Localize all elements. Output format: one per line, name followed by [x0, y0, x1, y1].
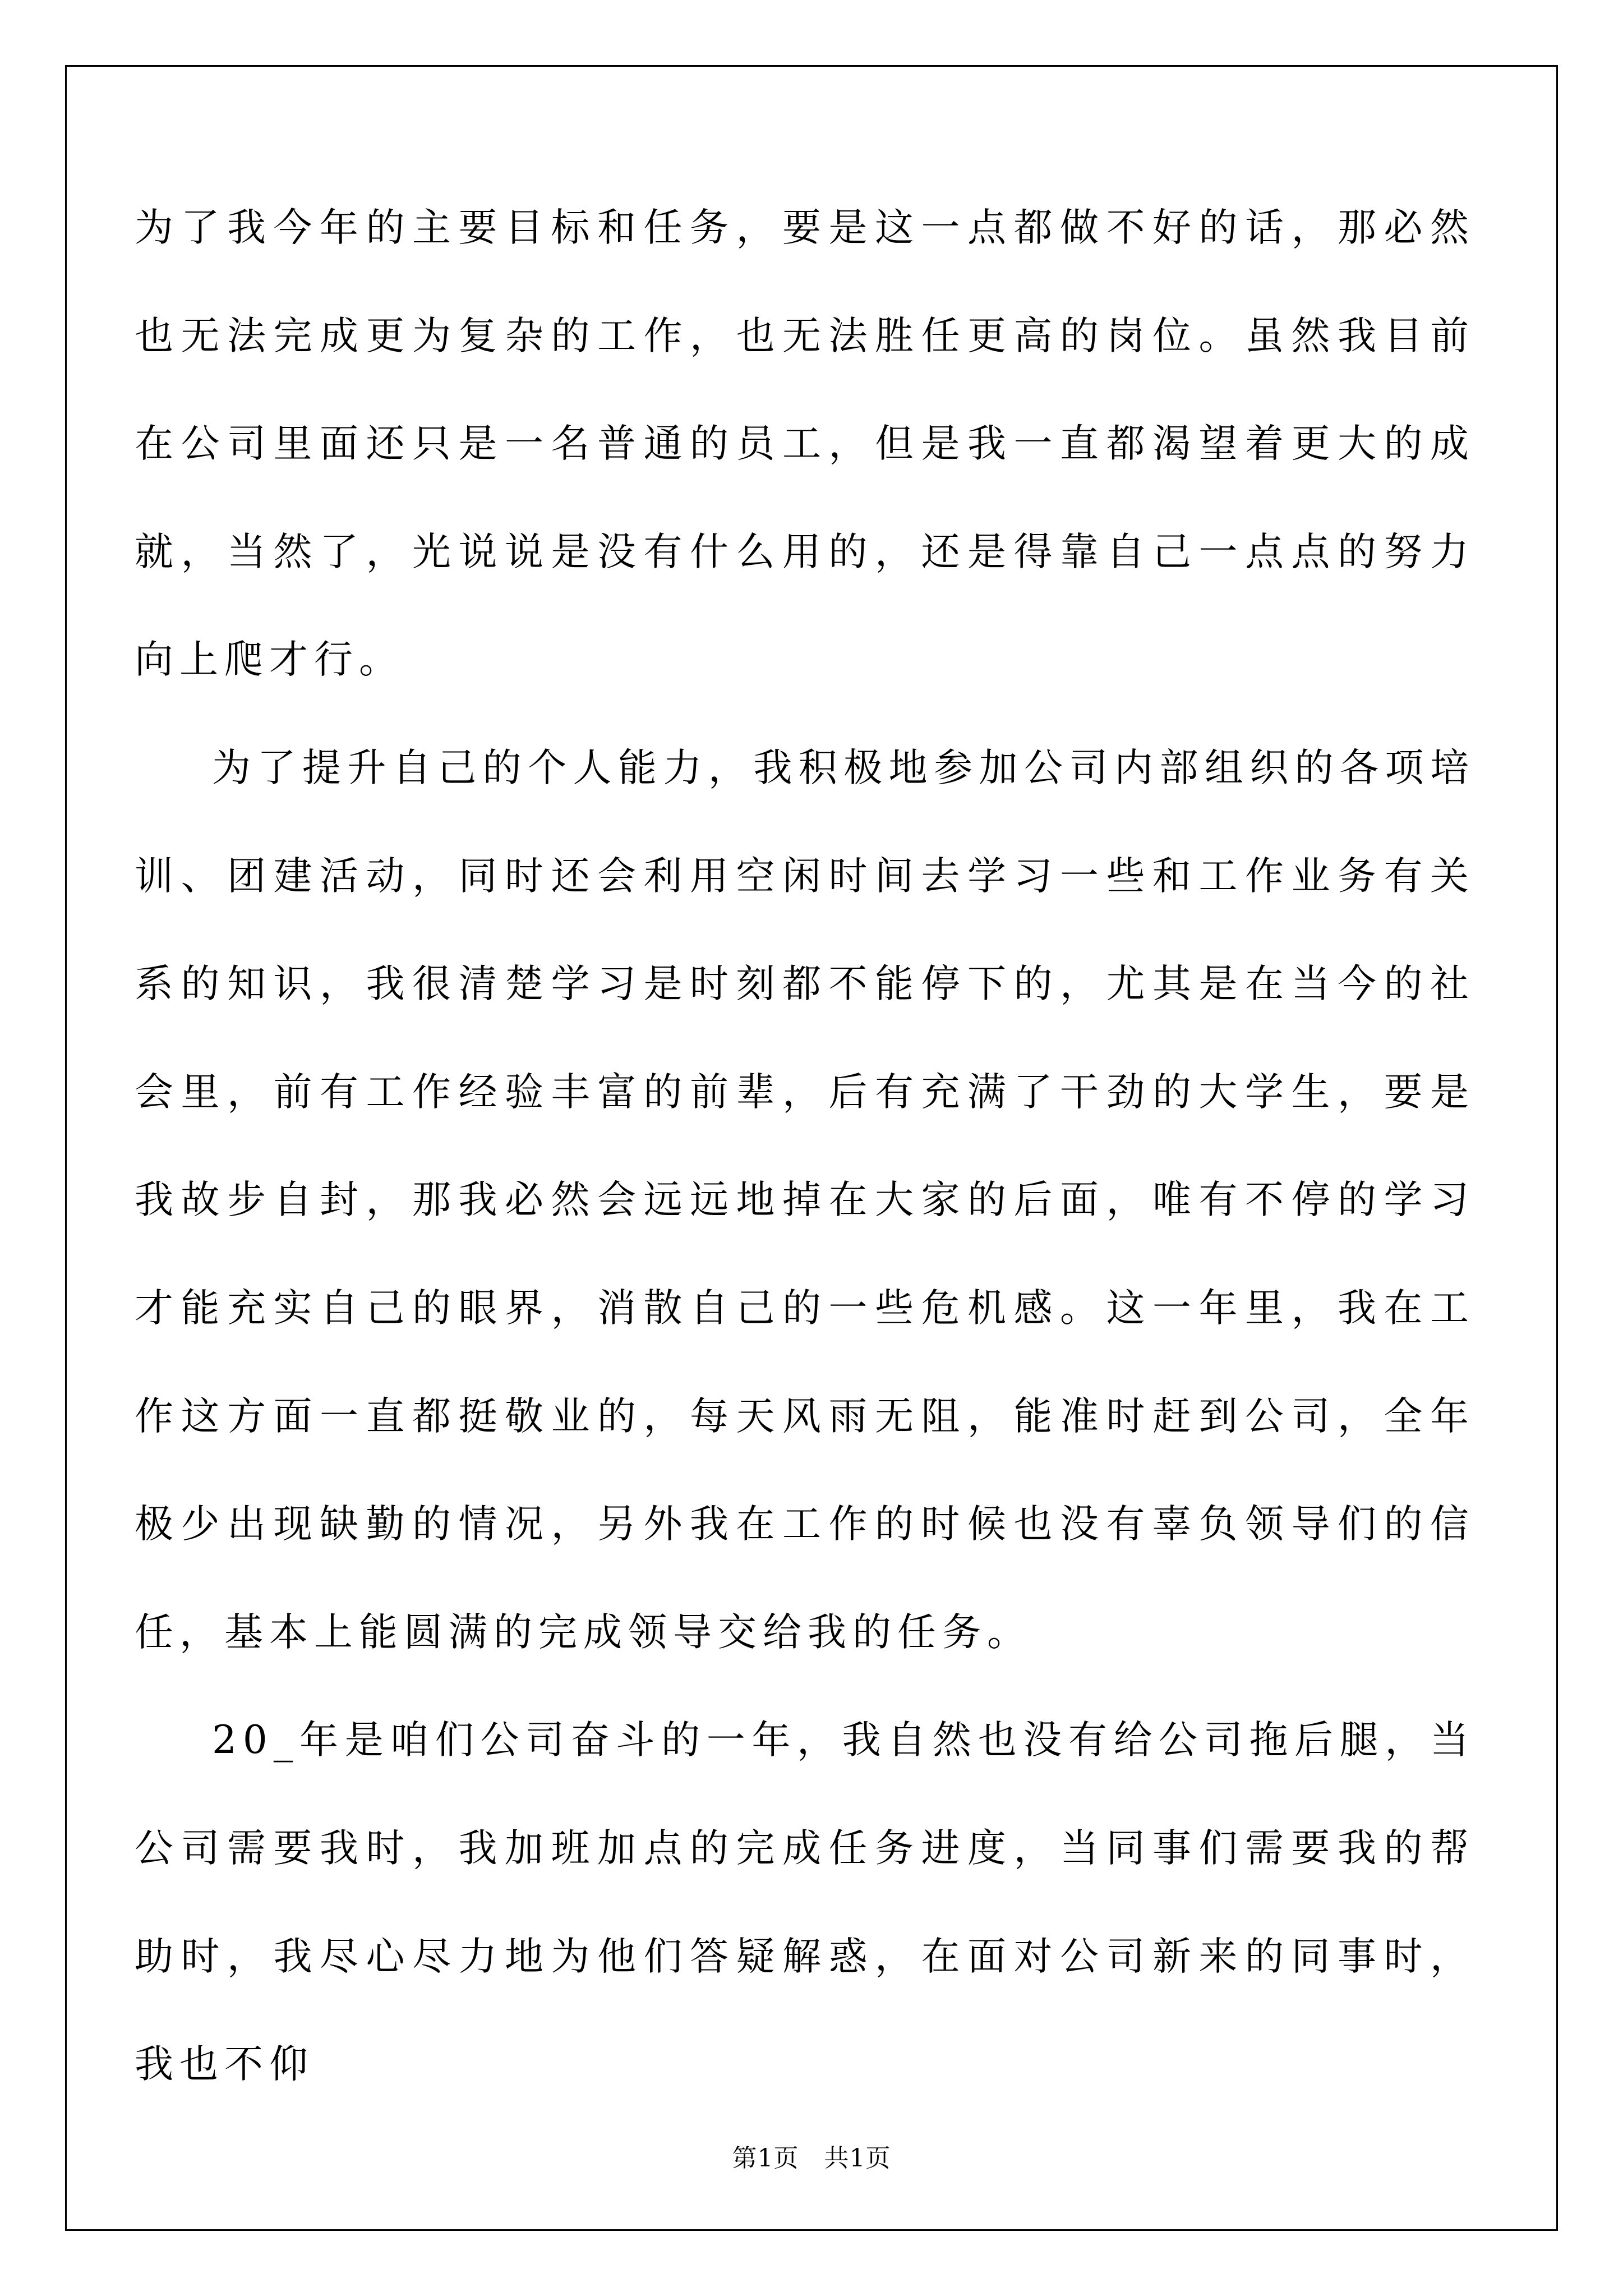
page-number-footer: 第1页 共1页 — [732, 2144, 891, 2173]
paragraph-2: 为了提升自己的个人能力，我积极地参加公司内部组织的各项培训、团建活动，同时还会利用空闲时间去学习一些和工作业务有关系的知识，我很清楚学习是时刻都不能停下的，尤其是在当今的社会里，前有工作经验丰富的前辈，后有充满了干劲的大学生，要是我故步自封，那我必然会远远地掉在大家的后面，唯有不停的学习才能充实自己的眼界，消散自己的一些危机感。这一年里，我在工作这方面一直都挺敬业的，每天风雨无阻，能准时赶到公司，全年极少出现缺勤的情况，另外我在工作的时候也没有辜负领导们的信任，基本上能圆满的完成领导交给我的任务。 — [135, 745, 1475, 1655]
paragraph-1: 为了我今年的主要目标和任务，要是这一点都做不好的话，那必然也无法完成更为复杂的工作，也无法胜任更高的岗位。虽然我目前在公司里面还只是一名普通的员工，但是我一直都渴望着更大的成就，当然了，光说说是没有什么用的，还是得靠自己一点点的努力向上爬才行。 — [135, 205, 1475, 683]
document-body — [135, 174, 1475, 2119]
paragraph-3: 20_年是咱们公司奋斗的一年，我自然也没有给公司拖后腿，当公司需要我时，我加班加点的完成任务进度，当同事们需要我的帮助时，我尽心尽力地为他们答疑解惑，在面对公司新来的同事时，我也不仰 — [135, 1718, 1475, 2087]
